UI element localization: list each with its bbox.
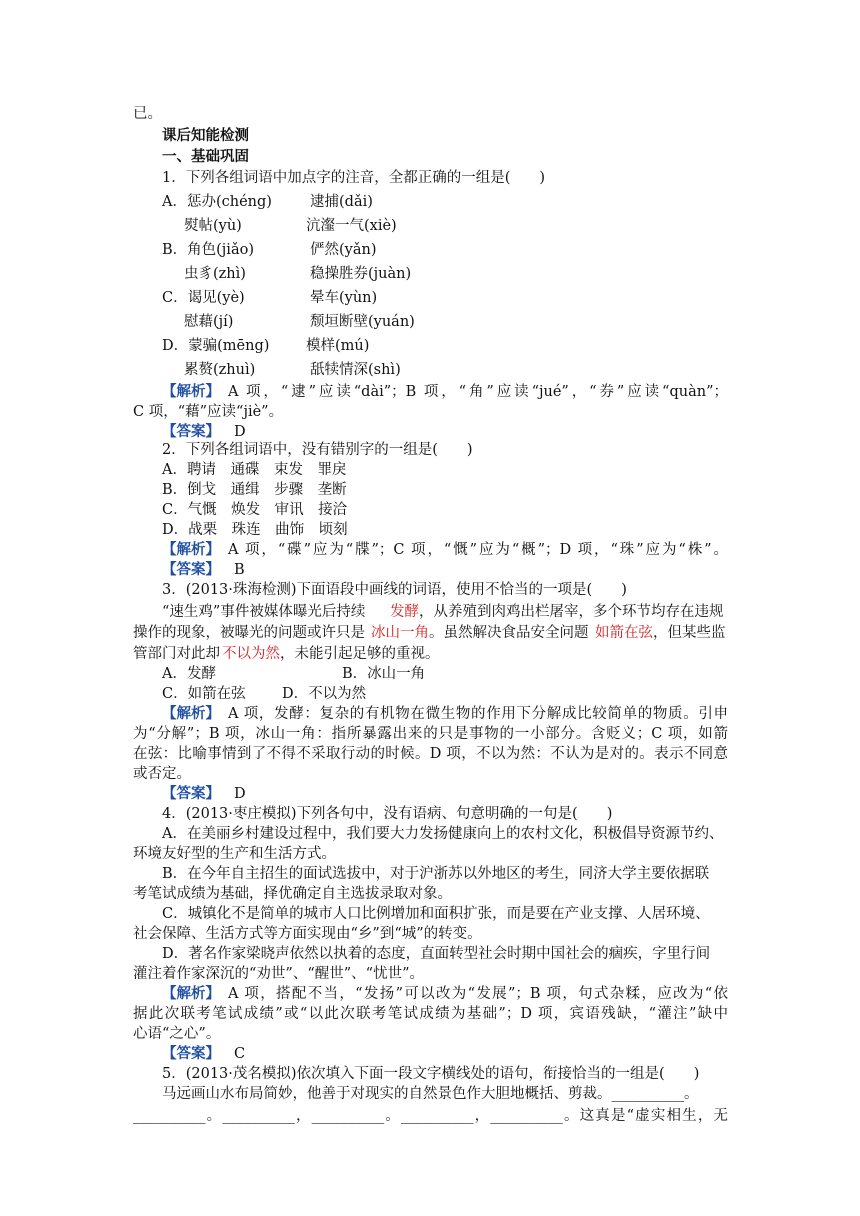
answer-tag: 【答案】 <box>162 561 220 578</box>
text-span: 稳操胜券(juàn) <box>310 266 412 282</box>
text-span: 考笔试成绩为基础，择优确定自主选拔录取对象。 <box>133 886 452 902</box>
text-span: 操作的现象，被曝光的问题或许只是 <box>133 625 365 641</box>
text-span: D．不以为然 <box>282 686 367 702</box>
text-span: 为“分解”；B 项，冰山一角：指所暴露出来的只是事物的一小部分。含贬义；C 项，如箭 <box>133 726 728 742</box>
text-line <box>0 166 860 190</box>
answer-tag: 【解析】 <box>162 985 220 1002</box>
text-span: 据此次联考笔试成绩”或“以此次联考笔试成绩为基础”；D 项，宾语残缺，“灌注”缺中 <box>133 1006 728 1022</box>
text-line <box>0 262 860 286</box>
text-span: 俨然(yǎn) <box>310 242 377 258</box>
text-span: B．冰山一角 <box>342 666 426 682</box>
text-line <box>0 190 860 214</box>
text-line <box>0 1104 860 1128</box>
text-span: 在弦：比喻事情到了不得不采取行动的时候。D 项，不以为然：不认为是对的。表示不同意 <box>133 746 728 762</box>
text-span: C．如箭在弦 <box>162 686 246 702</box>
text-span: 舐犊情深(shì) <box>310 362 401 378</box>
text-span: 已。 <box>133 106 162 122</box>
text-span: D．战栗 珠连 曲饰 顷刻 <box>162 522 348 538</box>
text-span: 管部门对此却 <box>133 646 220 662</box>
text-span: C．城镇化不是简单的城市人口比例增加和面积扩张，而是要在产业支撑、人居环境、 <box>162 906 710 922</box>
text-span: A．在美丽乡村建设过程中，我们要大力发扬健康向上的农村文化，积极倡导资源节约、 <box>162 826 724 842</box>
text-span: 虫豸(zhì) <box>184 266 246 282</box>
text-line <box>0 358 860 382</box>
answer-tag: 【答案】 <box>162 423 220 440</box>
text-span: 累赘(zhuì) <box>184 362 256 378</box>
text-span: A．惩办(chéng) <box>162 194 272 210</box>
text-span: 心语“之心”。 <box>133 1026 221 1042</box>
text-span: ，但某些监 <box>653 625 726 641</box>
text-span: 马远画山水布局简妙，他善于对现实的自然景色作大胆地概括、剪裁。__________。 <box>162 1086 699 1102</box>
text-span: B．在今年自主招生的面试选拔中，对于沪浙苏以外地区的考生，同济大学主要依据联 <box>162 866 710 882</box>
text-span: C．气慨 焕发 审讯 接洽 <box>162 502 348 518</box>
text-span: A 项，“逮”应读“dài”；B 项，“角”应读“jué”，“券”应读“quàn”； <box>228 384 728 400</box>
text-span: 沆瀣一气(xiè) <box>306 218 397 234</box>
text-span: “速生鸡”事件被媒体曝光后持续 <box>162 604 366 620</box>
text-span: 逮捕(dǎi) <box>310 194 373 210</box>
text-span: D．著名作家梁晓声依然以执着的态度，直面转型社会时期中国社会的痼疾，字里行间 <box>162 946 711 962</box>
text-span: 3．(2013·珠海检测)下面语段中画线的词语，使用不恰当的一项是( ) <box>162 582 627 598</box>
text-span: B <box>234 562 245 578</box>
text-span: C <box>234 1046 246 1062</box>
text-line <box>0 286 860 310</box>
text-span: 熨帖(yù) <box>184 218 242 234</box>
text-span: 颓垣断壁(yuán) <box>310 314 415 330</box>
underlined-term: 如箭在弦 <box>595 625 653 641</box>
answer-tag: 【解析】 <box>162 383 220 400</box>
text-span: D <box>234 786 246 802</box>
text-line <box>0 238 860 262</box>
text-span: 模样(mú) <box>306 338 370 354</box>
text-span: __________。__________，__________。__________，__________。这真是“虚实相生，无 <box>133 1108 728 1124</box>
text-span: 2．下列各组词语中，没有错别字的一组是( ) <box>162 442 473 458</box>
underlined-term: 冰山一角 <box>371 625 429 641</box>
answer-tag: 【解析】 <box>162 541 220 558</box>
text-span: 慰藉(jí) <box>184 314 234 330</box>
text-span: 灌注着作家深沉的“劝世”、“醒世”、“忧世”。 <box>133 966 424 982</box>
text-span: 。虽然解决食品安全问题 <box>429 625 589 641</box>
text-span: C．谒见(yè) <box>162 290 245 306</box>
text-span: 5．(2013·茂名模拟)依次填入下面一段文字横线处的语句，衔接恰当的一组是( ) <box>162 1066 700 1082</box>
answer-tag: 【解析】 <box>162 705 220 722</box>
text-span: D．蒙骗(mēng) <box>162 338 270 354</box>
text-line <box>0 578 860 602</box>
answer-tag: 【答案】 <box>162 785 220 802</box>
text-line <box>0 1082 860 1106</box>
text-span: A．发酵 <box>162 666 216 682</box>
text-span: C 项，“藉”应读“jiè”。 <box>133 404 284 420</box>
text-span: 或否定。 <box>133 766 191 782</box>
text-line <box>0 214 860 238</box>
text-line <box>0 102 860 126</box>
text-line <box>0 334 860 358</box>
text-span: 课后知能检测 <box>162 127 249 144</box>
text-span: 社会保障、生活方式等方面实现由“乡”到“城”的转变。 <box>133 926 482 942</box>
text-span: 4．(2013·枣庄模拟)下列各句中，没有语病、句意明确的一句是( ) <box>162 806 613 822</box>
text-span: A．聘请 通碟 束发 罪戾 <box>162 462 347 478</box>
answer-tag: 【答案】 <box>162 1045 220 1062</box>
text-span: A 项，发酵：复杂的有机物在微生物的作用下分解成比较简单的物质。引申 <box>228 706 728 722</box>
text-span: 环境友好型的生产和生活方式。 <box>133 846 336 862</box>
text-span: B．角色(jiǎo) <box>162 242 254 258</box>
text-span: B．倒戈 通缉 步骤 垄断 <box>162 482 347 498</box>
text-span: 一、基础巩固 <box>162 148 249 165</box>
text-span: D <box>234 424 246 440</box>
underlined-term: 不以为然 <box>222 646 280 662</box>
text-span: A 项，搭配不当，“发扬”可以改为“发展”；B 项，句式杂糅，应改为“依 <box>228 986 728 1002</box>
text-span: ，从养殖到肉鸡出栏屠宰，多个环节均存在违规 <box>419 604 724 620</box>
text-span: A 项，“碟”应为“牒”；C 项，“慨”应为“概”；D 项，“珠”应为“株”。 <box>228 542 728 558</box>
text-line <box>0 310 860 334</box>
underlined-term: 发酵 <box>390 604 419 620</box>
text-span: 1．下列各组词语中加点字的注音，全都正确的一组是( ) <box>162 170 546 186</box>
text-span: 晕车(yùn) <box>310 290 378 306</box>
text-span: ，未能引起足够的重视。 <box>280 646 440 662</box>
